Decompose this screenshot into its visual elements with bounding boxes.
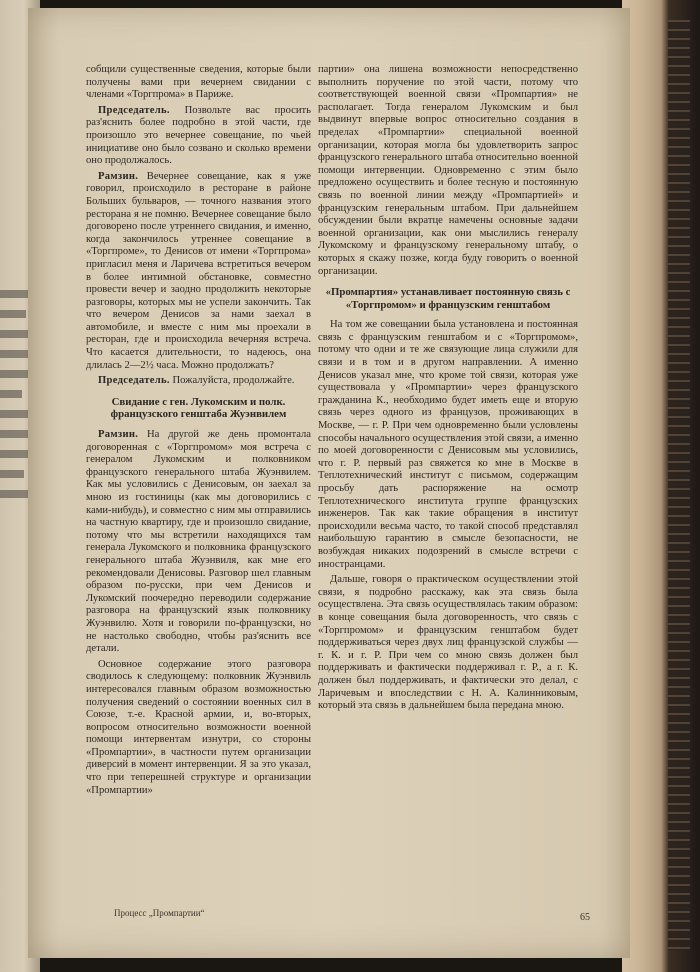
speaker-name: Председатель. [98, 375, 170, 387]
speaker-name: Рамзин. [98, 429, 139, 441]
paragraph [318, 574, 578, 713]
paragraph [86, 64, 311, 102]
paragraph [86, 659, 311, 798]
paragraph-text: Основное содержание этого разговора сводилось к следующему: полковник Жуэнвиль интересовался главным образом возможностью получения сведений о состоянии военных сил в Союзе, т.-е. Красной армии, и, во-вторых, вопросом относительно возможности военной помощи интервентам изнутри, со стороны «Промпартии», в частности путем организации диверсий в момент интервенции. Я за это указал, что при теперешней структуре и организации «Промпартии» [86, 658, 311, 796]
speaker-name: Председатель. [98, 104, 170, 116]
paragraph [86, 171, 311, 373]
paragraph-text: собщили существенные сведения, которые были получены вами при вечернем свидании с членами «Торгпрома» в Париже. [86, 64, 311, 101]
paragraph-text: Пожалуйста, продолжайте. [169, 375, 295, 387]
book-spine-texture [668, 20, 690, 950]
paragraph [318, 319, 578, 571]
left-text-column [86, 64, 311, 800]
running-footer: Процесс „Промпартии“ [114, 908, 205, 918]
section-heading: Свидание с ген. Лукомским и полк. французского генштаба Жуэнвилем [110, 395, 287, 421]
paragraph-text: На том же совещании была установлена и постоянная связь с французским генштабом и с «Торгпромом», потому что одни и те же связующие лица служили для связи и в том и в другом направлении. А именно Денисов указал мне, что кроме той связи, которая уже существовала у «Промпартии» через французского гражданина К., необходимо будет иметь еще и вторую связь через одного из французов, проживающих в Москве, — г. Р. При чем одновременно были условлены способы начального осуществления этой связи, а именно по моей договоренности с Денисовым мы условились, что г. Р. первый раз свяжется ко мне в Москве в Теплотехнический институт с письмом, содержащим просьбу дать распоряжение на осмотр Теплотехнического института группе французских инженеров. Так как такие обращения в институт происходили весьма часто, то такой способ представлял наибольшую гарантию в смысле безопасности, не возбуждая никаких подозрений в смысле встречи с иностранцами. [318, 319, 578, 570]
paragraph-text: Позвольте вас просить раз'яснить более подробно в этой части, где произошло это вечернее совещание, по чьей инициативе оно было созвано и сколько времени оно продолжалось. [86, 104, 311, 167]
paragraph-text: партии» она лишена возможности непосредственно выполнить поручение по этой части, потому что соответствующей военной связи «Промпартия» не располагает. Тогда генералом Лукомским и был выдвинут впервые вопрос относительно создания в пределах «Промпартии» специальной военной организации, которая могла бы удовлетворить запрос французского генерального штаба относительно военной помощи интервенции. Одновременно с этим было предложено осуществить и более тесную и постоянную связь по военной линии между «Промпартией» и французским генеральным штабом. При дальнейшем обсуждении были вкратце намечены основные задачи военной организации, как они мыслились генералу Лукомскому и французскому генеральному штабу, о которых я скажу позже, когда буду говорить о военной организации. [318, 64, 578, 277]
paragraph [86, 105, 311, 168]
paragraph-text: Вечернее совещание, как я уже говорил, происходило в ресторане в районе Больших бульваров, — точного названия этого ресторана я не помню. Вечернее совещание было договорено после утреннего свидания, и именно, когда закончилось утреннее совещание в «Торгпроме», то Денисов от имени «Торгпрома» пригласил меня и Ларичева встретиться вечером в более интимной обстановке, совместно провести вечер и заодно продолжить некоторые разговоры, которых мы не успели закончить. Так что вечером Денисов за нами заехал в автомобиле, и вместе с ним мы проехали в ресторан, где и происходила вечерняя встреча. Что касается длительности, то надеюсь, она длилась 2—2½ часа. Можно продолжать? [86, 170, 311, 371]
book-page [28, 8, 630, 958]
paragraph-text: Дальше, говоря о практическом осуществлении этой связи, я подробно расскажу, как эта связь была осуществлена. Эта связь осуществлялась таким образом: в конце совещания была договоренность, что связь с «Торгпромом» и французским генштабом будет поддерживаться через двух лиц французской службы — г. К. и г. Р. При чем со мною связь должен был поддерживать и фактически поддерживал г. Р., а г. К. должен был поддерживать, и фактически это делал, с Ларичевым и впоследствии с Н. А. Калинниковым, который эта связь в дальнейшем была передана мною. [318, 574, 578, 712]
paragraph [86, 429, 311, 656]
section-heading: «Промпартия» устанавливает постоянную связь с «Торгпромом» и французским генштабом [325, 286, 571, 311]
speaker-name: Рамзин. [98, 170, 139, 182]
paragraph-text: На другой же день промонтала договоренная с «Торгпромом» моя встреча с генералом Лукомским и полковником французского генерального штаба Жуэнвилем. Как мы условились с Денисовым, он заехал за мною из гостиницы (как мы договорились с ками-нибудь), и совместно с ним мы отправились на частную квартиру, где и произошло свидание, потому что мы встретили находящихся там генерала Лукомского и полковника французского генерального штаба Жуэнвиля, как мне его рекомендовали Денисовы. Разговор шел главным образом по-русски, при чем Денисов и Лукомский поочередно переводили содержание разговора на французский язык полковнику Жуэнвилю. Хотя и говорили по-французски, но не настолько свободно, чтобы раз'яснить все детали. [86, 429, 311, 655]
paragraph [86, 375, 311, 388]
page-number: 65 [580, 912, 590, 923]
right-text-column [318, 64, 578, 716]
paragraph [318, 64, 578, 278]
